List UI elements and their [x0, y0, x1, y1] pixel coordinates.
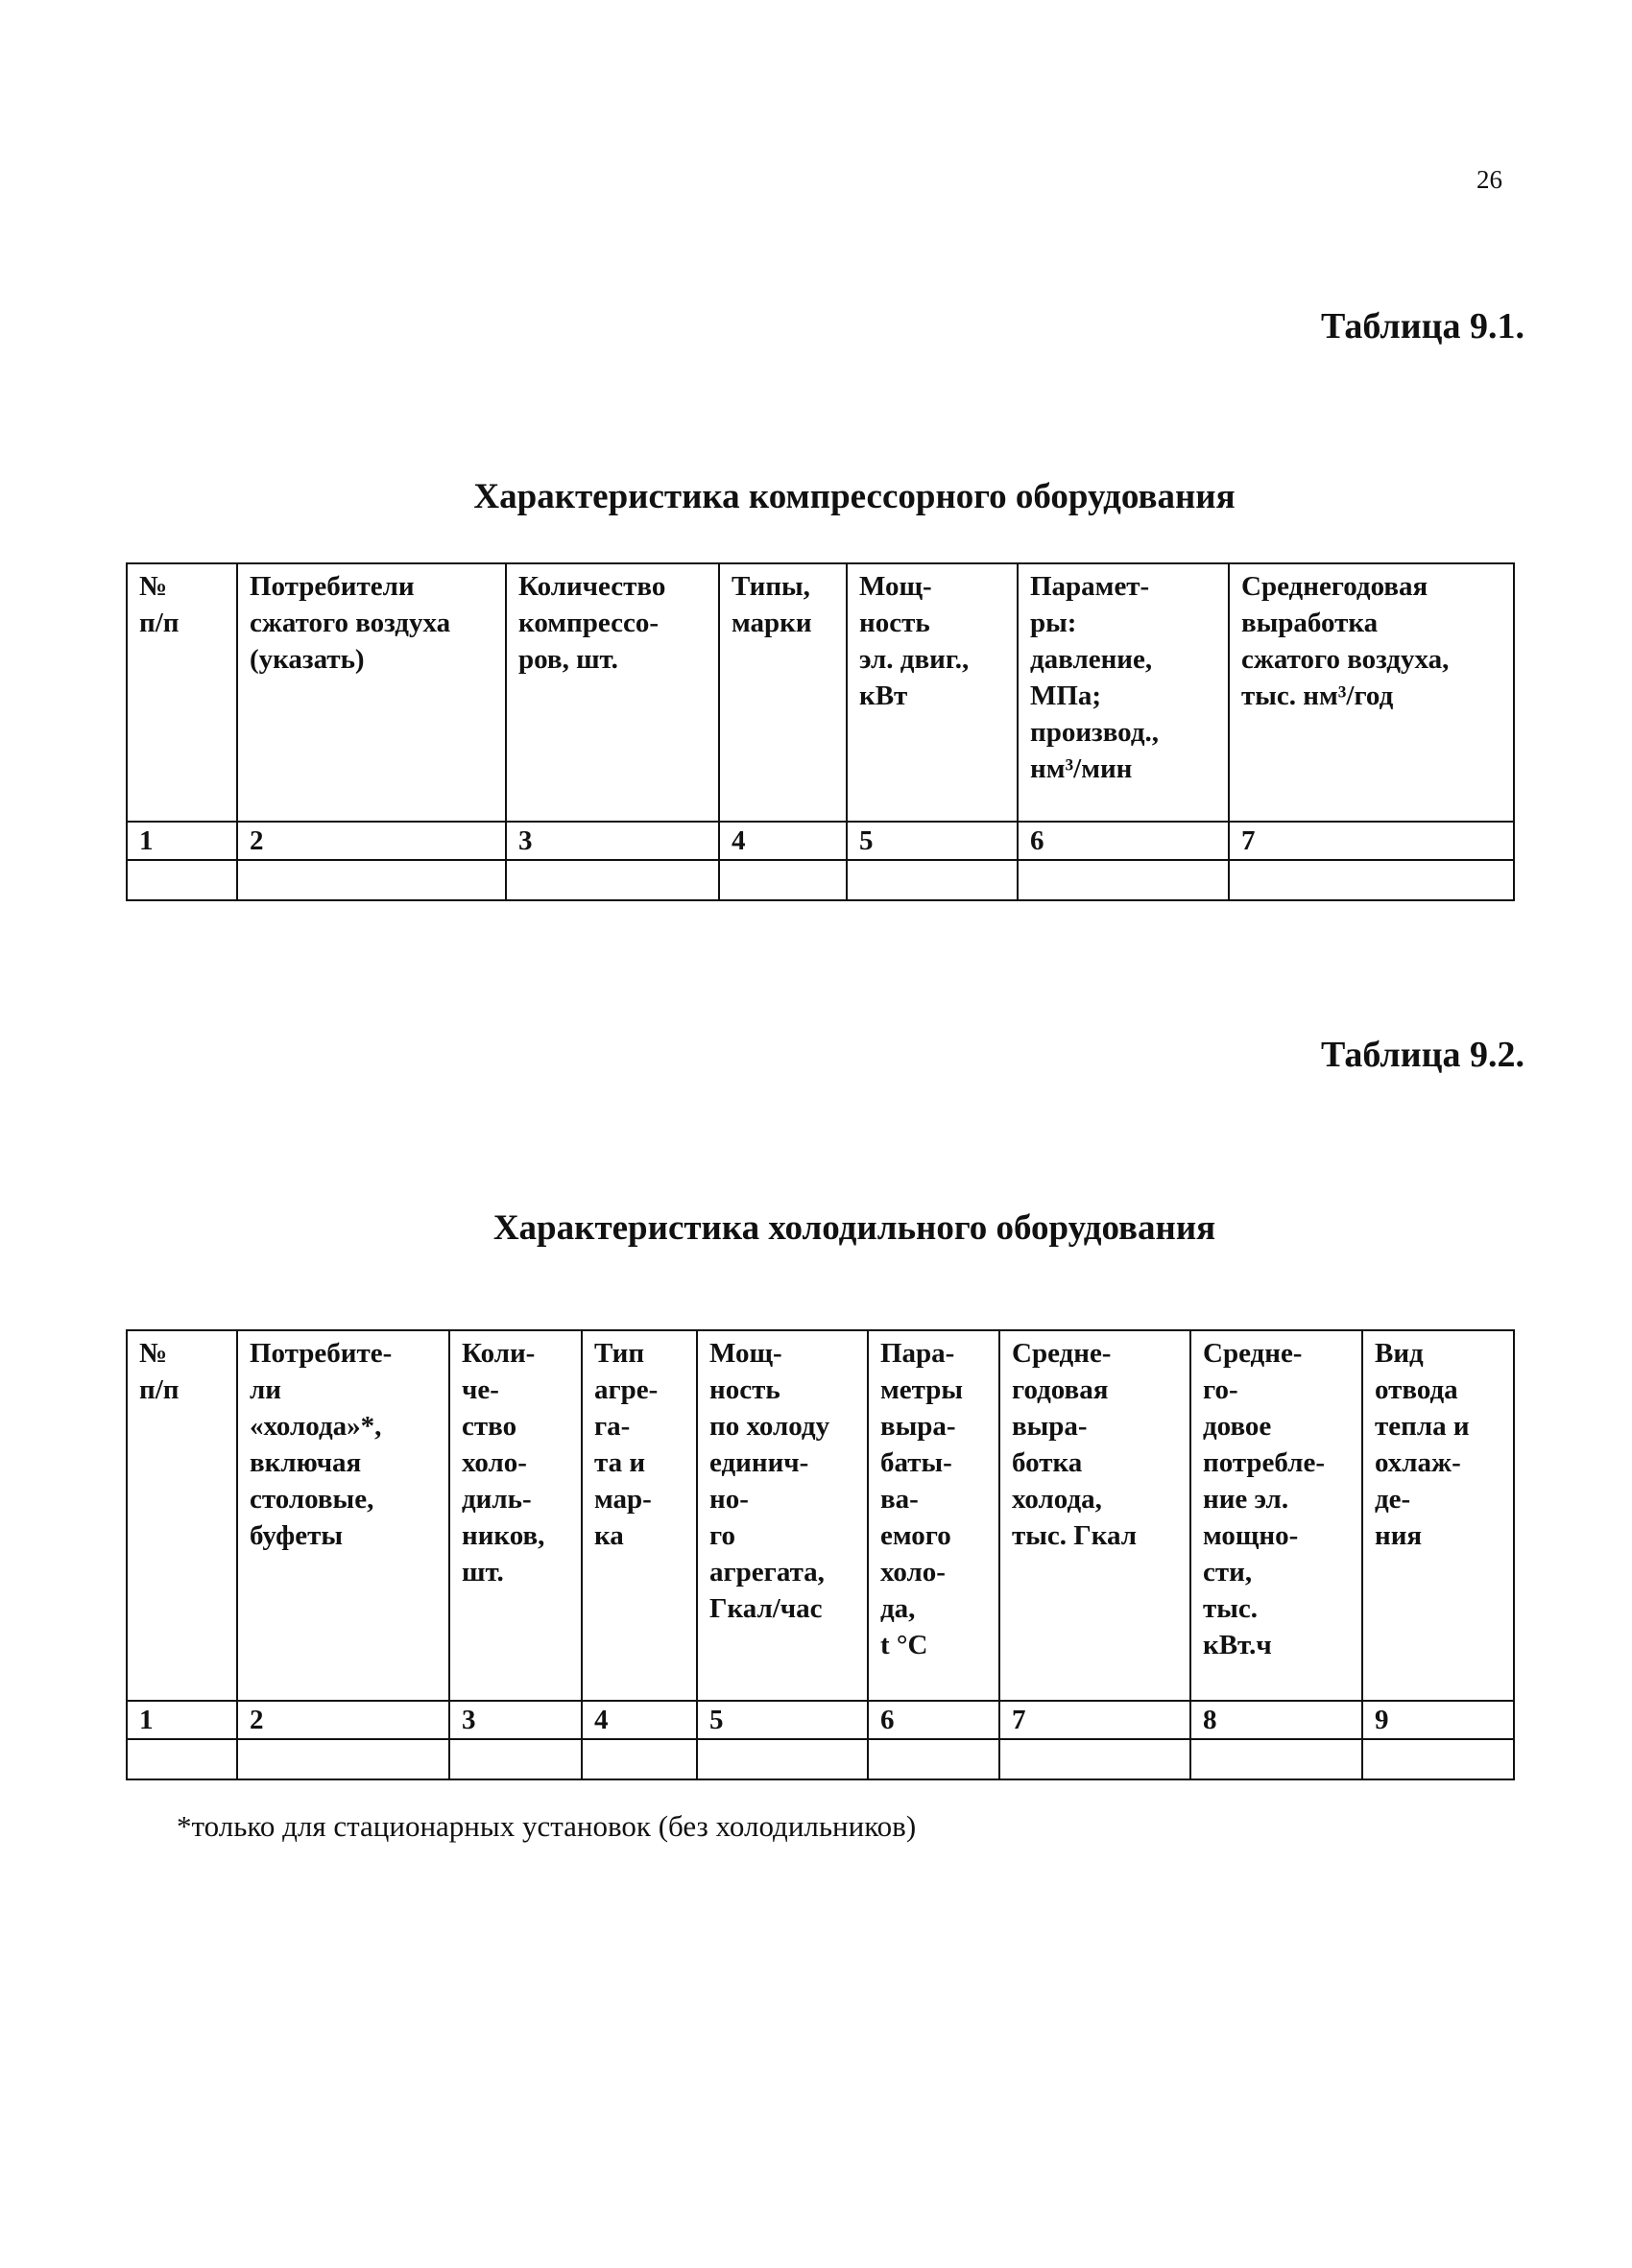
column-number: 7: [1229, 822, 1514, 860]
page-number: 26: [1476, 165, 1502, 194]
header-cell: Средне- го- довое потребле- ние эл. мощно- сти, тыс. кВт.ч: [1190, 1330, 1362, 1701]
header-cell: Мощ- ность эл. двиг., кВт: [847, 563, 1018, 822]
header-cell: Тип агре- га- та и мар- ка: [582, 1330, 697, 1701]
header-cell: Средне- годовая выра- ботка холода, тыс. Гкал: [999, 1330, 1190, 1701]
empty-cell: [868, 1739, 999, 1779]
column-number: 8: [1190, 1701, 1362, 1739]
empty-cell: [237, 1739, 449, 1779]
empty-cell: [1190, 1739, 1362, 1779]
empty-cell: [449, 1739, 582, 1779]
empty-row: [127, 1739, 1514, 1779]
column-number: 1: [127, 1701, 237, 1739]
column-number: 5: [847, 822, 1018, 860]
column-number: 3: [506, 822, 719, 860]
column-number: 5: [697, 1701, 868, 1739]
header-cell: № п/п: [127, 563, 237, 822]
header-cell: Потребите- ли «холода»*, включая столовые, буфеты: [237, 1330, 449, 1701]
empty-cell: [1229, 860, 1514, 900]
header-cell: Вид отвода тепла и охлаж- де- ния: [1362, 1330, 1514, 1701]
header-cell: Среднегодовая выработка сжатого воздуха, тыс. нм³/год: [1229, 563, 1514, 822]
column-number: 1: [127, 822, 237, 860]
header-cell: Пара- метры выра- баты- ва- емого холо- да, t °С: [868, 1330, 999, 1701]
empty-cell: [582, 1739, 697, 1779]
header-cell: № п/п: [127, 1330, 237, 1701]
empty-cell: [1018, 860, 1229, 900]
empty-cell: [999, 1739, 1190, 1779]
empty-cell: [127, 860, 237, 900]
header-cell: Парамет- ры: давление, МПа; производ., нм³/мин: [1018, 563, 1229, 822]
column-number: 4: [582, 1701, 697, 1739]
empty-cell: [847, 860, 1018, 900]
column-number: 2: [237, 822, 506, 860]
footnote: *только для стационарных установок (без холодильников): [177, 1809, 917, 1843]
table-9-2-title: Характеристика холодильного оборудования: [492, 1208, 1216, 1248]
column-number: 6: [1018, 822, 1229, 860]
empty-cell: [506, 860, 719, 900]
refrigeration-equipment-table: [126, 1329, 1515, 1780]
column-number-row: [127, 1701, 1514, 1739]
empty-cell: [1362, 1739, 1514, 1779]
empty-cell: [127, 1739, 237, 1779]
header-row: [127, 1330, 1514, 1701]
column-number: 4: [719, 822, 847, 860]
empty-cell: [719, 860, 847, 900]
header-cell: Типы, марки: [719, 563, 847, 822]
empty-cell: [237, 860, 506, 900]
column-number: 6: [868, 1701, 999, 1739]
header-row: [127, 563, 1514, 822]
column-number: 2: [237, 1701, 449, 1739]
column-number: 9: [1362, 1701, 1514, 1739]
table-9-1-title: Характеристика компрессорного оборудования: [473, 477, 1236, 516]
header-cell: Мощ- ность по холоду единич- но- го агрегата, Гкал/час: [697, 1330, 868, 1701]
empty-row: [127, 860, 1514, 900]
compressor-equipment-table: [126, 562, 1515, 901]
header-cell: Количество компрессо- ров, шт.: [506, 563, 719, 822]
header-cell: Потребители сжатого воздуха (указать): [237, 563, 506, 822]
column-number: 3: [449, 1701, 582, 1739]
table-9-2-label: Таблица 9.2.: [1320, 1035, 1524, 1075]
table-9-1-label: Таблица 9.1.: [1320, 306, 1524, 346]
column-number: 7: [999, 1701, 1190, 1739]
column-number-row: [127, 822, 1514, 860]
empty-cell: [697, 1739, 868, 1779]
header-cell: Коли- че- ство холо- диль- ников, шт.: [449, 1330, 582, 1701]
